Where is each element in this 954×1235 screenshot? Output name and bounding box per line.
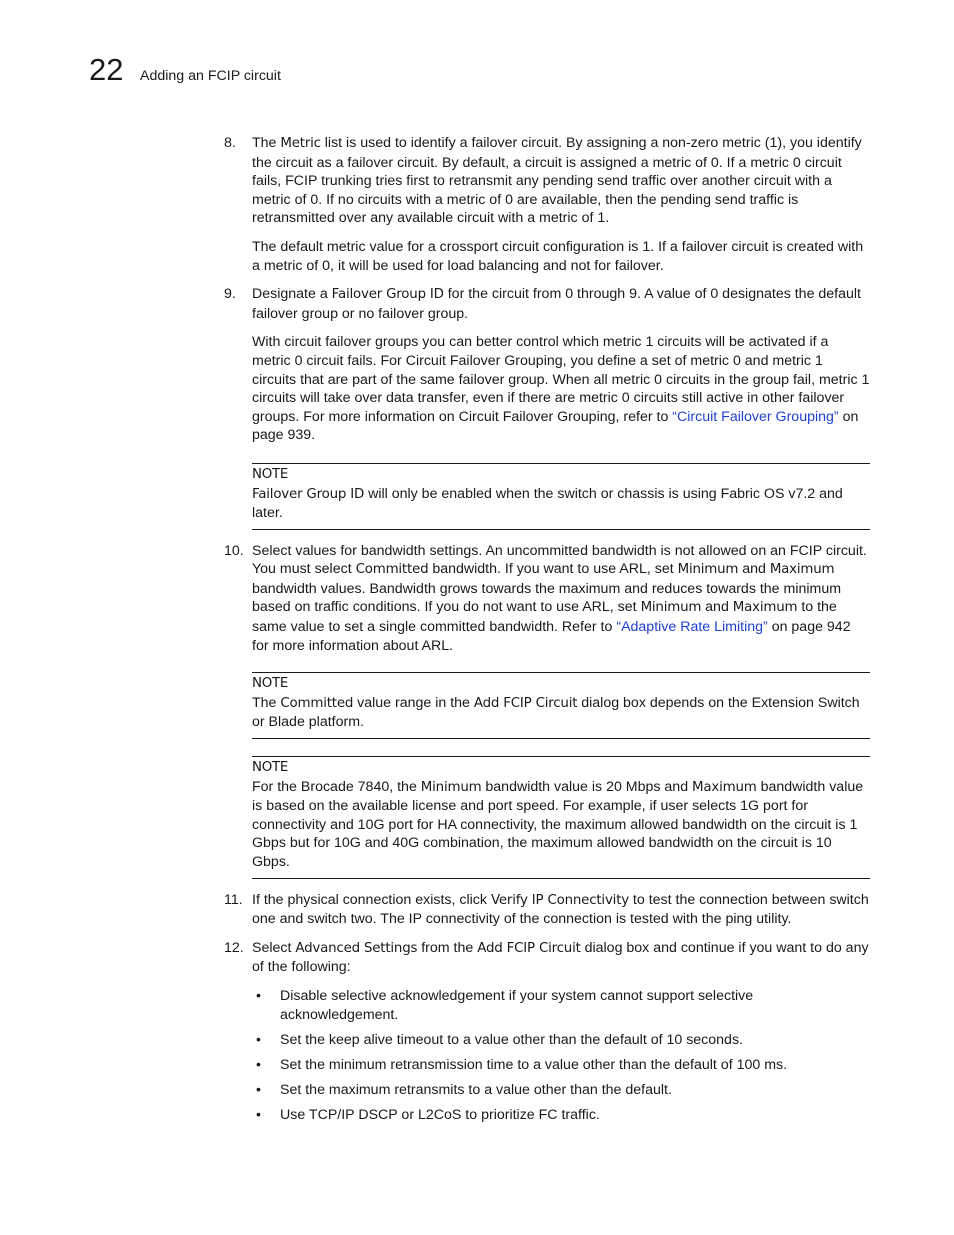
step-number: 8. (224, 135, 236, 151)
text: Select values for bandwidth settings. An uncommitted bandwidth is not allowed on an FCIP circuit. You must select (252, 542, 867, 578)
page-header (89, 52, 281, 88)
list-item (252, 1031, 870, 1050)
step-9-paragraph-2 (252, 333, 870, 445)
text: on page 942 for more information about ARL. (252, 619, 851, 654)
text: and (701, 599, 733, 616)
list-item-text: Disable selective acknowledgement if your system cannot support selective acknowledgement. (280, 987, 754, 1023)
text: The (252, 694, 281, 711)
list-item-text: Set the maximum retransmits to a value other than the default. (280, 1081, 672, 1098)
note-text (252, 485, 870, 523)
failover-group-id-term: Failover Group ID (331, 287, 444, 303)
note-brocade-7840 (252, 756, 870, 879)
step-11-paragraph (252, 891, 870, 929)
list-item (252, 1081, 870, 1100)
list-item-text: Set the minimum retransmission time to a value other than the default of 100 ms. (280, 1056, 788, 1073)
text: value range in the (353, 694, 474, 711)
step-12-paragraph (252, 939, 870, 977)
list-item (252, 1056, 870, 1075)
text: from the (417, 939, 478, 956)
text: Designate a (252, 286, 332, 303)
chapter-number: 22 (89, 52, 124, 87)
note-text (252, 778, 870, 872)
text: list is used to identify a failover circuit. By assigning a non-zero metric (1), you identify the circuit as a failover circuit. By default, a circuit is assigned a metric of 0. If a metric 0 circuit fails, FCIP trunking tries first to retransmit any pending send traffic over another circuit with a metric of 0. If no circuits with a metric of 0 are available, then the pending send traffic is retransmitted over any available circuit with a metric of 1. (252, 135, 862, 227)
step-10 (224, 542, 870, 656)
section-title: Adding an FCIP circuit (140, 68, 281, 84)
step-9 (224, 285, 870, 445)
note-failover-group (252, 463, 870, 530)
step-number: 10. (224, 542, 244, 559)
verify-ip-connectivity-term: Verify IP Connectivity (490, 892, 629, 908)
list-item (252, 1106, 870, 1125)
bullet-icon: • (256, 987, 261, 1004)
add-fcip-circuit-term: Add FCIP Circuit (477, 940, 581, 956)
bullet-icon: • (256, 1056, 261, 1073)
minimum-term: Minimum (420, 779, 482, 795)
maximum-term: Maximum (769, 562, 835, 578)
text: Select (252, 939, 296, 956)
bullet-icon: • (256, 1106, 261, 1123)
step-10-paragraph (252, 542, 870, 656)
metric-term: Metric (280, 136, 321, 151)
step-number: 11. (224, 891, 243, 908)
text: and (738, 561, 770, 578)
text: bandwidth value is 20 Mbps and (481, 778, 693, 795)
text: If the physical connection exists, click (252, 891, 491, 908)
failover-group-id-term: Failover Group ID (252, 486, 365, 502)
text: to test the connection between switch one and switch two. The IP connectivity of the connection is tested with the ping utility. (252, 891, 869, 928)
note-label: NOTE (252, 676, 288, 692)
committed-term: Committed (355, 562, 429, 578)
advanced-settings-term: Advanced Settings (295, 940, 418, 956)
text: dialog box and continue if you want to do any of the following: (252, 939, 869, 976)
text: bandwidth values. Bandwidth grows towards the maximum and reduces towards the minimum based on traffic conditions. If you do not want to use ARL, set (252, 580, 842, 616)
text: will only be enabled when the switch or chassis is using Fabric OS v7.2 and later. (252, 485, 843, 522)
note-committed-range (252, 672, 870, 739)
note-text (252, 694, 870, 732)
text: With circuit failover groups you can better control which metric 1 circuits will be activated if a metric 0 circuit fails. For Circuit Failover Grouping, you define a set of metric 0 and metric 1 circuits that are part of the same failover group. When all metric 0 circuits in the group fail, metric 1 circuits will take over data transfer, even if there are metric 0 circuits still active in other failover groups. For more information on Circuit Failover Grouping, refer to (252, 334, 870, 425)
text: For the Brocade 7840, the (252, 778, 421, 795)
advanced-settings-list (252, 987, 870, 1125)
text: dialog box depends on the Extension Switch or Blade platform. (252, 694, 860, 731)
text: The (252, 135, 281, 151)
step-8-paragraph-2: The default metric value for a crossport circuit configuration is 1. If a failover circuit is created with a metric of 0, it will be used for load balancing and not for failover. (252, 238, 864, 274)
step-8 (224, 134, 870, 275)
page-content (224, 134, 870, 1131)
step-12 (224, 939, 870, 1125)
maximum-term: Maximum (692, 779, 757, 795)
list-item (252, 987, 870, 1024)
adaptive-rate-limiting-link[interactable]: “Adaptive Rate Limiting” (616, 619, 768, 636)
step-8-paragraph-1 (252, 134, 870, 228)
committed-term: Committed (280, 695, 354, 711)
text: bandwidth. If you want to use ARL, set (428, 561, 678, 578)
add-fcip-circuit-term: Add FCIP Circuit (473, 695, 578, 711)
bullet-icon: • (256, 1081, 261, 1098)
minimum-term: Minimum (640, 600, 702, 616)
text: for the circuit from 0 through 9. A value of 0 designates the default failover group or no failover group. (252, 286, 862, 322)
maximum-term: Maximum (732, 600, 798, 616)
minimum-term: Minimum (677, 562, 739, 578)
bullet-icon: • (256, 1031, 261, 1048)
step-number: 9. (224, 286, 236, 303)
step-11 (224, 891, 870, 929)
text: to the same value to set a single committed bandwidth. Refer to (252, 599, 837, 636)
text: on page 939. (252, 408, 859, 444)
step-9-paragraph-1 (252, 285, 870, 323)
list-item-text: Set the keep alive timeout to a value other than the default of 10 seconds. (280, 1031, 743, 1048)
step-number: 12. (224, 939, 244, 956)
note-label: NOTE (252, 466, 288, 482)
circuit-failover-grouping-link[interactable]: “Circuit Failover Grouping” (672, 408, 839, 425)
text: bandwidth value is based on the available license and port speed. For example, if user selects 1G port for connectivity and 10G port for HA connectivity, the maximum allowed bandwidth on the circuit is 1 Gbps but for 10G and 40G combination, the maximum allowed bandwidth on the circuit is 10 Gbps. (252, 778, 864, 870)
list-item-text: Use TCP/IP DSCP or L2CoS to prioritize FC traffic. (280, 1106, 600, 1123)
note-label: NOTE (252, 760, 288, 776)
